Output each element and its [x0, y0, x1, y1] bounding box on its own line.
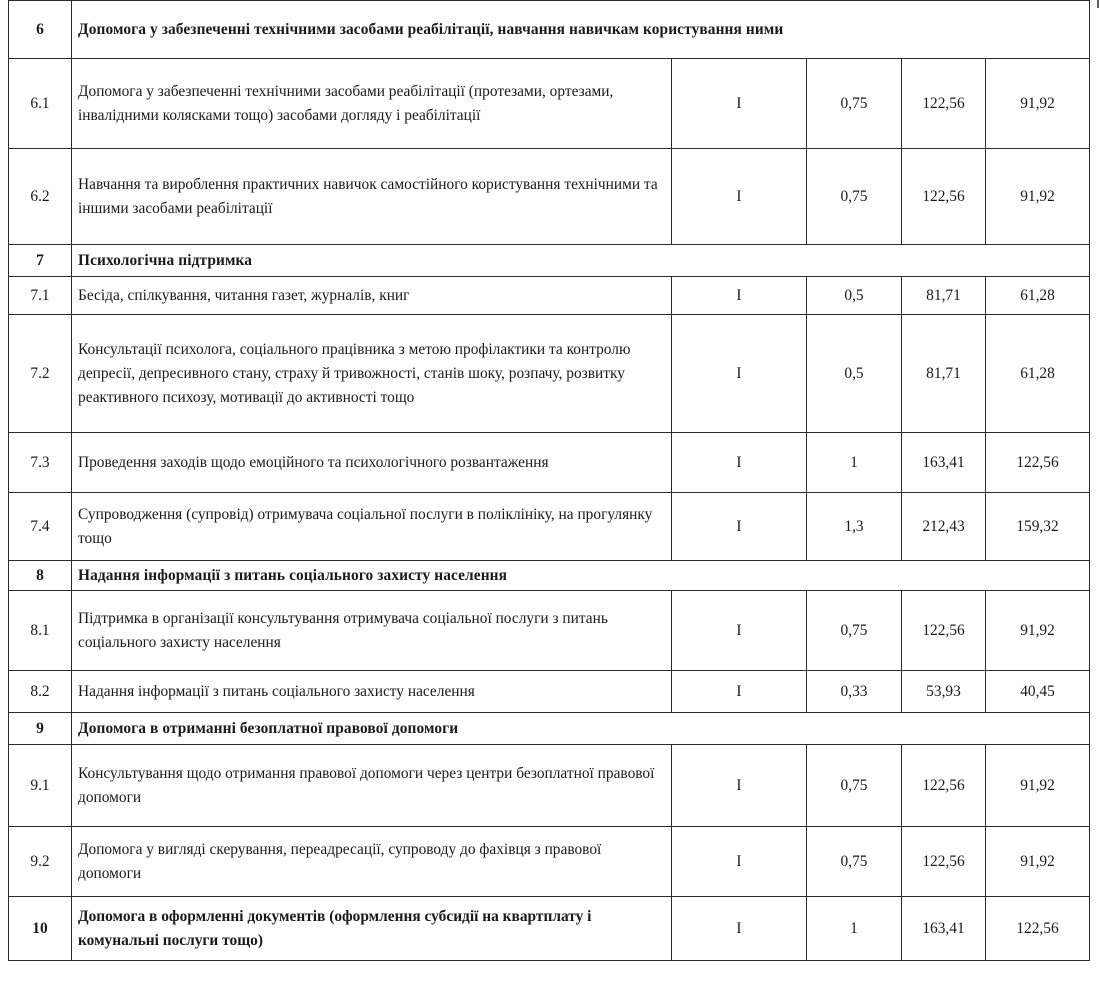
price-cell: 122,56 [902, 59, 986, 149]
table-row [9, 433, 1090, 493]
row-number: 10 [9, 897, 72, 961]
row-number: 7.3 [9, 433, 72, 493]
section-row [9, 1, 1090, 59]
section-row [9, 713, 1090, 745]
row-number: 8 [9, 561, 72, 591]
row-number: 9.1 [9, 745, 72, 827]
row-number: 6 [9, 1, 72, 59]
price-cell: 163,41 [902, 897, 986, 961]
service-description: Підтримка в організації консультування отримувача соціальної послуги з питань соціального захисту населення [72, 591, 672, 671]
document-page [8, 0, 1089, 961]
coefficient-cell: 0,33 [807, 671, 902, 713]
coefficient-cell: 1,3 [807, 493, 902, 561]
table-body [9, 1, 1090, 961]
table-row [9, 277, 1090, 315]
category-cell: I [672, 897, 807, 961]
category-cell: I [672, 59, 807, 149]
category-cell: I [672, 277, 807, 315]
price-cell: 212,43 [902, 493, 986, 561]
row-number: 9.2 [9, 827, 72, 897]
coefficient-cell: 0,75 [807, 59, 902, 149]
service-description: Надання інформації з питань соціального захисту населення [72, 671, 672, 713]
row-number: 7 [9, 245, 72, 277]
table-row [9, 745, 1090, 827]
price-discounted-cell: 91,92 [986, 827, 1090, 897]
coefficient-cell: 0,5 [807, 315, 902, 433]
category-cell: I [672, 745, 807, 827]
coefficient-cell: 0,75 [807, 149, 902, 245]
price-discounted-cell: 40,45 [986, 671, 1090, 713]
service-description: Допомога у забезпеченні технічними засобами реабілітації (протезами, ортезами, інвалідними колясками тощо) засобами догляду і реабілітації [72, 59, 672, 149]
price-discounted-cell: 122,56 [986, 433, 1090, 493]
price-discounted-cell: 159,32 [986, 493, 1090, 561]
price-cell: 122,56 [902, 827, 986, 897]
price-cell: 81,71 [902, 315, 986, 433]
category-cell: I [672, 149, 807, 245]
coefficient-cell: 0,75 [807, 745, 902, 827]
table-row [9, 897, 1090, 961]
section-row [9, 245, 1090, 277]
table-row [9, 149, 1090, 245]
service-description: Допомога в оформленні документів (оформлення субсидії на квартплату і комунальні послуги тощо) [72, 897, 672, 961]
price-cell: 81,71 [902, 277, 986, 315]
row-number: 9 [9, 713, 72, 745]
price-discounted-cell: 61,28 [986, 277, 1090, 315]
section-row [9, 561, 1090, 591]
price-cell: 122,56 [902, 149, 986, 245]
table-row [9, 59, 1090, 149]
section-title: Допомога в отриманні безоплатної правової допомоги [72, 713, 1090, 745]
price-discounted-cell: 91,92 [986, 59, 1090, 149]
service-description: Проведення заходів щодо емоційного та психологічного розвантаження [72, 433, 672, 493]
row-number: 7.1 [9, 277, 72, 315]
price-discounted-cell: 91,92 [986, 745, 1090, 827]
price-discounted-cell: 91,92 [986, 591, 1090, 671]
table-row [9, 591, 1090, 671]
row-number: 6.1 [9, 59, 72, 149]
service-description: Бесіда, спілкування, читання газет, журналів, книг [72, 277, 672, 315]
category-cell: I [672, 315, 807, 433]
table-row [9, 671, 1090, 713]
coefficient-cell: 1 [807, 433, 902, 493]
service-description: Консультації психолога, соціального працівника з метою профілактики та контролю депресії, депресивного стану, страху й тривожності, станів шоку, розпачу, розвитку реактивного психозу, мотивації до активності тощо [72, 315, 672, 433]
service-description: Супроводження (супровід) отримувача соціальної послуги в поліклініку, на прогулянку тощо [72, 493, 672, 561]
section-title: Психологічна підтримка [72, 245, 1090, 277]
service-description: Допомога у вигляді скерування, переадресації, супроводу до фахівця з правової допомоги [72, 827, 672, 897]
row-number: 7.4 [9, 493, 72, 561]
price-discounted-cell: 122,56 [986, 897, 1090, 961]
coefficient-cell: 0,5 [807, 277, 902, 315]
services-table [8, 0, 1090, 961]
price-cell: 122,56 [902, 745, 986, 827]
section-title: Допомога у забезпеченні технічними засобами реабілітації, навчання навичкам користування ними [72, 1, 1090, 59]
price-cell: 53,93 [902, 671, 986, 713]
price-discounted-cell: 91,92 [986, 149, 1090, 245]
category-cell: I [672, 827, 807, 897]
section-title: Надання інформації з питань соціального захисту населення [72, 561, 1090, 591]
table-row [9, 827, 1090, 897]
price-cell: 163,41 [902, 433, 986, 493]
table-row [9, 493, 1090, 561]
service-description: Навчання та вироблення практичних навичок самостійного користування технічними та іншими засобами реабілітації [72, 149, 672, 245]
category-cell: I [672, 591, 807, 671]
table-row [9, 315, 1090, 433]
coefficient-cell: 0,75 [807, 827, 902, 897]
row-number: 8.1 [9, 591, 72, 671]
category-cell: I [672, 671, 807, 713]
category-cell: I [672, 493, 807, 561]
price-discounted-cell: 61,28 [986, 315, 1090, 433]
row-number: 7.2 [9, 315, 72, 433]
category-cell: I [672, 433, 807, 493]
coefficient-cell: 1 [807, 897, 902, 961]
row-number: 6.2 [9, 149, 72, 245]
coefficient-cell: 0,75 [807, 591, 902, 671]
service-description: Консультування щодо отримання правової допомоги через центри безоплатної правової допомоги [72, 745, 672, 827]
price-cell: 122,56 [902, 591, 986, 671]
row-number: 8.2 [9, 671, 72, 713]
